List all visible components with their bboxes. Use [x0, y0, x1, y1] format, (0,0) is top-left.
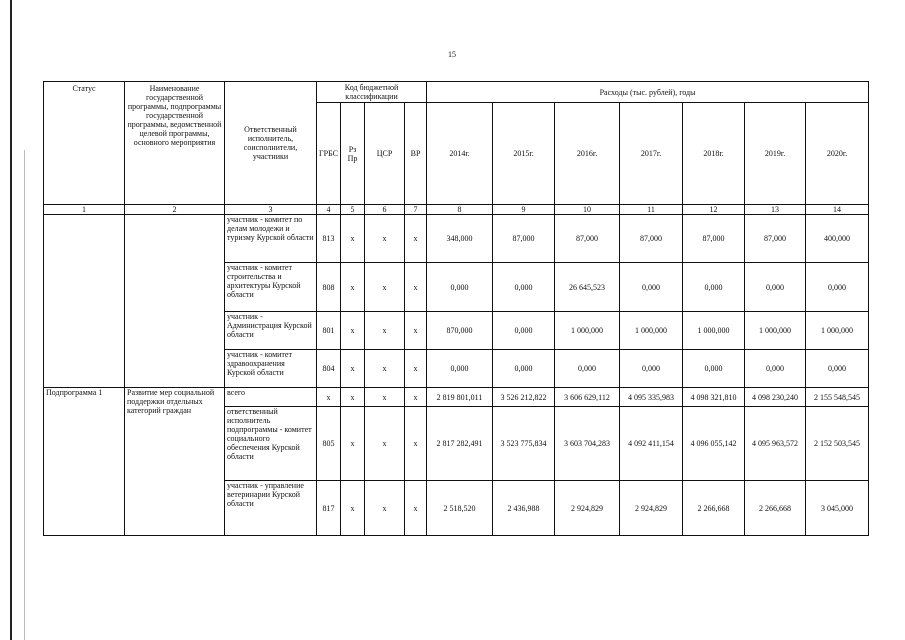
grbs-cell: 804 [317, 350, 341, 388]
amount-cell: 0,000 [806, 350, 869, 388]
grbs-cell: 813 [317, 215, 341, 263]
csr-cell: х [365, 215, 405, 263]
header-status: Статус [44, 82, 125, 205]
program-name-cell [125, 215, 225, 388]
rzpr-cell: х [341, 215, 365, 263]
header-responsible: Ответственный исполнитель, соисполнители, участники [225, 82, 317, 205]
rzpr-cell: х [341, 388, 365, 407]
amount-cell: 0,000 [683, 350, 745, 388]
amount-cell: 3 606 629,112 [555, 388, 620, 407]
scan-edge-line [10, 0, 12, 640]
column-number: 1 [44, 205, 125, 215]
grbs-cell: 808 [317, 263, 341, 312]
amount-cell: 4 095 963,572 [745, 407, 806, 481]
budget-table [43, 81, 869, 536]
column-number: 9 [493, 205, 555, 215]
table-row [44, 215, 869, 263]
csr-cell: х [365, 263, 405, 312]
column-number: 14 [806, 205, 869, 215]
column-number: 13 [745, 205, 806, 215]
program-name-cell: Развитие мер социальной поддержки отдельных категорий граждан [125, 388, 225, 536]
csr-cell: х [365, 407, 405, 481]
header-program-name: Наименование государственной программы, подпрограммы государственной программы, ведомственной целевой программы, основного мероприятия [125, 82, 225, 205]
grbs-cell: х [317, 388, 341, 407]
amount-cell: 0,000 [620, 350, 683, 388]
page-number: 15 [448, 50, 456, 59]
vr-cell: х [405, 388, 427, 407]
csr-cell: х [365, 312, 405, 350]
column-number: 7 [405, 205, 427, 215]
column-number-row [44, 205, 869, 215]
vr-cell: х [405, 407, 427, 481]
scan-edge-shadow [24, 150, 25, 640]
header-year: 2019г. [745, 103, 806, 205]
amount-cell: 2 266,668 [745, 481, 806, 536]
amount-cell: 1 000,000 [555, 312, 620, 350]
amount-cell: 400,000 [806, 215, 869, 263]
participant-cell: участник - Администрация Курской области [225, 312, 317, 350]
amount-cell: 2 819 801,011 [427, 388, 493, 407]
participant-cell: ответственный исполнитель подпрограммы - комитет социального обеспечения Курской области [225, 407, 317, 481]
column-number: 12 [683, 205, 745, 215]
rzpr-cell: х [341, 407, 365, 481]
amount-cell: 87,000 [555, 215, 620, 263]
amount-cell: 3 603 704,283 [555, 407, 620, 481]
header-vr: ВР [405, 103, 427, 205]
header-year: 2018г. [683, 103, 745, 205]
amount-cell: 4 098 321,810 [683, 388, 745, 407]
rzpr-cell: х [341, 263, 365, 312]
header-budget-code: Код бюджетной классификации [317, 82, 427, 103]
rzpr-cell: х [341, 312, 365, 350]
column-number: 2 [125, 205, 225, 215]
header-csr: ЦСР [365, 103, 405, 205]
amount-cell: 26 645,523 [555, 263, 620, 312]
amount-cell: 87,000 [683, 215, 745, 263]
amount-cell: 0,000 [427, 263, 493, 312]
amount-cell: 2 518,520 [427, 481, 493, 536]
amount-cell: 4 095 335,983 [620, 388, 683, 407]
amount-cell: 0,000 [427, 350, 493, 388]
amount-cell: 0,000 [493, 263, 555, 312]
amount-cell: 4 096 055,142 [683, 407, 745, 481]
rzpr-cell: х [341, 481, 365, 536]
header-year: 2014г. [427, 103, 493, 205]
amount-cell: 1 000,000 [683, 312, 745, 350]
vr-cell: х [405, 350, 427, 388]
header-grbs: ГРБС [317, 103, 341, 205]
header-expenses: Расходы (тыс. рублей), годы [427, 82, 869, 103]
vr-cell: х [405, 312, 427, 350]
amount-cell: 0,000 [683, 263, 745, 312]
amount-cell: 4 098 230,240 [745, 388, 806, 407]
column-number: 6 [365, 205, 405, 215]
amount-cell: 3 526 212,822 [493, 388, 555, 407]
header-year: 2017г. [620, 103, 683, 205]
participant-cell: участник - комитет строительства и архитектуры Курской области [225, 263, 317, 312]
column-number: 5 [341, 205, 365, 215]
amount-cell: 1 000,000 [620, 312, 683, 350]
amount-cell: 0,000 [745, 350, 806, 388]
amount-cell: 0,000 [493, 312, 555, 350]
amount-cell: 2 436,988 [493, 481, 555, 536]
amount-cell: 87,000 [620, 215, 683, 263]
amount-cell: 2 266,668 [683, 481, 745, 536]
vr-cell: х [405, 263, 427, 312]
status-cell: Подпрограмма 1 [44, 388, 125, 536]
csr-cell: х [365, 481, 405, 536]
grbs-cell: 817 [317, 481, 341, 536]
csr-cell: х [365, 388, 405, 407]
table-row [44, 388, 869, 407]
participant-cell: участник - управление ветеринарии Курской области [225, 481, 317, 536]
amount-cell: 1 000,000 [745, 312, 806, 350]
amount-cell: 2 924,829 [555, 481, 620, 536]
grbs-cell: 801 [317, 312, 341, 350]
rzpr-cell: х [341, 350, 365, 388]
amount-cell: 2 817 282,491 [427, 407, 493, 481]
header-rzpr: Рз Пр [341, 103, 365, 205]
participant-cell: всего [225, 388, 317, 407]
participant-cell: участник - комитет по делам молодежи и туризму Курской области [225, 215, 317, 263]
amount-cell: 0,000 [806, 263, 869, 312]
amount-cell: 3 523 775,834 [493, 407, 555, 481]
amount-cell: 3 045,000 [806, 481, 869, 536]
csr-cell: х [365, 350, 405, 388]
column-number: 10 [555, 205, 620, 215]
amount-cell: 0,000 [555, 350, 620, 388]
header-year: 2020г. [806, 103, 869, 205]
amount-cell: 87,000 [493, 215, 555, 263]
vr-cell: х [405, 215, 427, 263]
amount-cell: 0,000 [620, 263, 683, 312]
column-number: 11 [620, 205, 683, 215]
amount-cell: 870,000 [427, 312, 493, 350]
column-number: 4 [317, 205, 341, 215]
amount-cell: 0,000 [745, 263, 806, 312]
amount-cell: 0,000 [493, 350, 555, 388]
amount-cell: 2 155 548,545 [806, 388, 869, 407]
grbs-cell: 805 [317, 407, 341, 481]
amount-cell: 1 000,000 [806, 312, 869, 350]
vr-cell: х [405, 481, 427, 536]
status-cell [44, 215, 125, 388]
amount-cell: 2 152 503,545 [806, 407, 869, 481]
header-year: 2016г. [555, 103, 620, 205]
amount-cell: 87,000 [745, 215, 806, 263]
participant-cell: участник - комитет здравоохранения Курской области [225, 350, 317, 388]
amount-cell: 4 092 411,154 [620, 407, 683, 481]
column-number: 3 [225, 205, 317, 215]
amount-cell: 348,000 [427, 215, 493, 263]
header-year: 2015г. [493, 103, 555, 205]
column-number: 8 [427, 205, 493, 215]
amount-cell: 2 924,829 [620, 481, 683, 536]
